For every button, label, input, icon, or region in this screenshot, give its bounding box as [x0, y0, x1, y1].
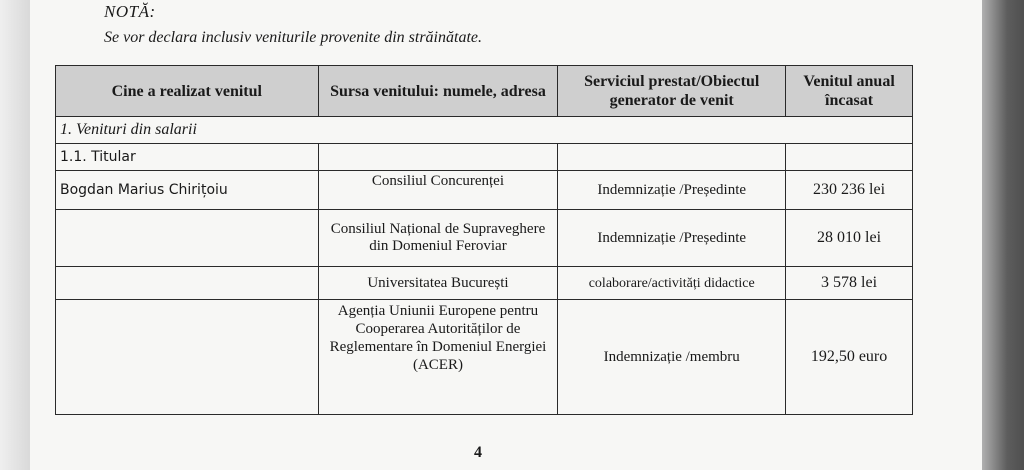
header-source: Sursa venitului: numele, adresa — [318, 66, 558, 117]
empty-cell — [786, 144, 913, 171]
page-edge-right — [982, 0, 1024, 470]
cell-amount: 28 010 lei — [786, 210, 913, 267]
cell-who: Bogdan Marius Chirițoiu — [56, 171, 319, 210]
cell-service: Indemnizație /Președinte — [558, 210, 786, 267]
cell-who — [56, 210, 319, 267]
cell-source: Consiliul Național de Supraveghere din Domeniul Feroviar — [318, 210, 558, 267]
subsection-title: 1.1. Titular — [56, 144, 319, 171]
cell-service: Indemnizație /Președinte — [558, 171, 786, 210]
subsection-row — [56, 144, 913, 171]
note-text: Se vor declara inclusiv veniturile provenite din străinătate. — [104, 29, 482, 46]
header-service: Serviciul prestat/Obiectul generator de venit — [558, 66, 786, 117]
cell-service: Indemnizație /membru — [558, 300, 786, 415]
cell-service: colaborare/activități didactice — [558, 267, 786, 300]
empty-cell — [558, 144, 786, 171]
section-title: 1. Venituri din salarii — [56, 117, 913, 144]
cell-source: Consiliul Concurenței — [318, 171, 558, 210]
cell-amount: 3 578 lei — [786, 267, 913, 300]
table-row — [56, 210, 913, 267]
table-row — [56, 300, 913, 415]
income-table — [55, 65, 913, 415]
page-edge-left — [0, 0, 30, 470]
cell-source: Agenția Uniunii Europene pentru Cooperarea Autorităților de Reglementare în Domeniul Energiei (ACER) — [318, 300, 558, 415]
page-number: 4 — [474, 444, 482, 461]
header-amount: Venitul anual încasat — [786, 66, 913, 117]
table-row — [56, 171, 913, 210]
header-who: Cine a realizat venitul — [56, 66, 319, 117]
cell-amount: 230 236 lei — [786, 171, 913, 210]
empty-cell — [318, 144, 558, 171]
section-row — [56, 117, 913, 144]
cell-amount: 192,50 euro — [786, 300, 913, 415]
table-header-row — [56, 66, 913, 117]
cell-source: Universitatea București — [318, 267, 558, 300]
table-row — [56, 267, 913, 300]
cell-who — [56, 300, 319, 415]
note-title: NOTĂ: — [104, 2, 156, 21]
cell-who — [56, 267, 319, 300]
